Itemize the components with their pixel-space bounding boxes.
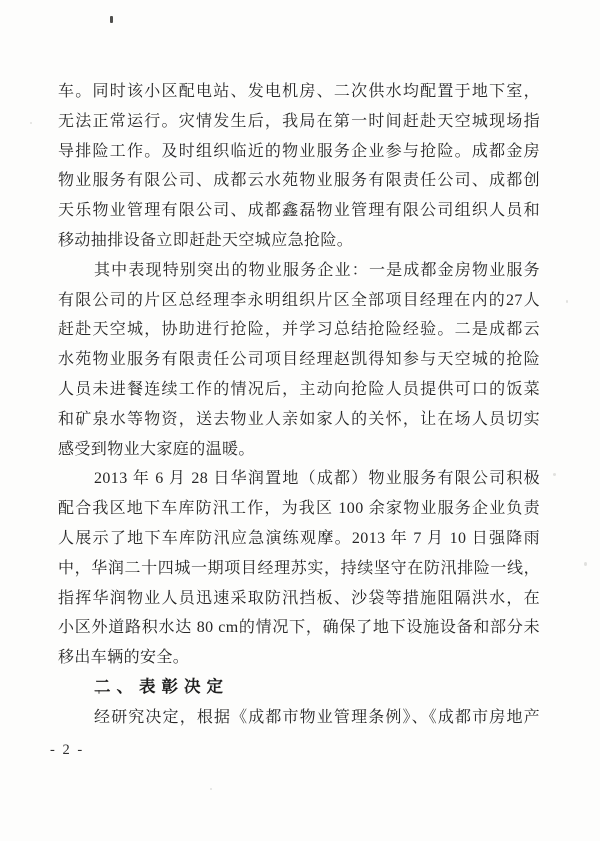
scan-speck bbox=[553, 473, 556, 476]
text-line: 经研究决定，根据《成都市物业管理条例》、《成都市房地产 bbox=[94, 708, 540, 726]
text-line: 和矿泉水等物资，送去物业人亲如家人的关怀，让在场人员切实 bbox=[58, 410, 540, 428]
text-line: 人员未进餐连续工作的情况后，主动向抢险人员提供可口的饭菜 bbox=[58, 380, 540, 398]
text-line: 中，华润二十四城一期项目经理苏实，持续坚守在防汛排险一线， bbox=[58, 559, 540, 577]
scan-speck bbox=[210, 788, 212, 790]
text-line: 指挥华润物业人员迅速采取防汛挡板、沙袋等措施阻隔洪水，在 bbox=[58, 589, 540, 607]
text-line: 天乐物业管理有限公司、成都鑫磊物业管理有限公司组织人员和 bbox=[58, 202, 540, 220]
text-line: 其中表现特别突出的物业服务企业：一是成都金房物业服务 bbox=[94, 261, 540, 279]
text-line: 有限公司的片区总经理李永明组织片区全部项目经理在内的27人 bbox=[58, 291, 540, 309]
text-line: 导排险工作。及时组织临近的物业服务企业参与抢险。成都金房 bbox=[58, 142, 540, 160]
text-line: 移动抽排设备立即赶赴天空城应急抢险。 bbox=[58, 231, 354, 249]
text-line: 小区外道路积水达 80 cm的情况下，确保了地下设施设备和部分未 bbox=[58, 619, 540, 637]
text-line: 移出车辆的安全。 bbox=[58, 649, 190, 667]
text-line: 赶赴天空城，协助进行抢险，并学习总结抢险经验。二是成都云 bbox=[58, 321, 540, 339]
text-line: 无法正常运行。灾情发生后，我局在第一时间赶赴天空城现场指 bbox=[58, 112, 540, 130]
document-body bbox=[58, 77, 540, 733]
text-line: 2013 年 6 月 28 日华润置地（成都）物业服务有限公司积极 bbox=[94, 470, 540, 488]
scan-speck bbox=[566, 300, 568, 303]
text-line: 配合我区地下车库防汛工作，为我区 100 余家物业服务企业负责 bbox=[58, 500, 540, 518]
text-line: 物业服务有限公司、成都云水苑物业服务有限责任公司、成都创 bbox=[58, 172, 540, 190]
scan-speck bbox=[30, 122, 32, 124]
text-line: 车。同时该小区配电站、发电机房、二次供水均配置于地下室， bbox=[58, 83, 540, 100]
page-number: - 2 - bbox=[50, 742, 85, 758]
text-line: 人展示了地下车库防汛应急演练观摩。2013 年 7 月 10 日强降雨 bbox=[58, 529, 540, 547]
scan-speck bbox=[584, 562, 587, 566]
text-line: 水苑物业服务有限责任公司项目经理赵凯得知参与天空城的抢险 bbox=[58, 351, 540, 369]
section-heading: 二、表彰决定 bbox=[94, 677, 229, 696]
scan-speck bbox=[110, 16, 113, 23]
text-line: 感受到物业大家庭的温暖。 bbox=[58, 440, 255, 458]
